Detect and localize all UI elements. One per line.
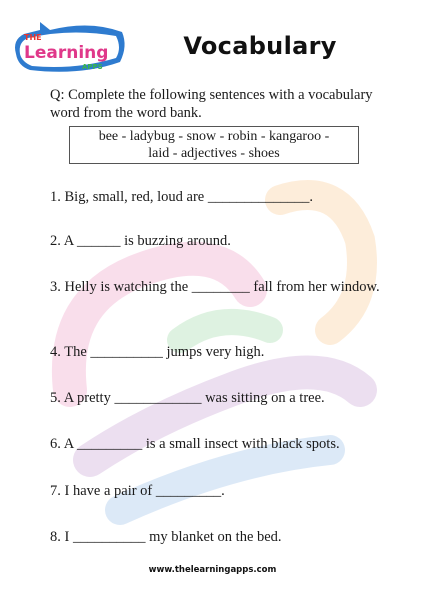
exercise-item-5: 5. A pretty ____________ was sitting on a tree. (50, 390, 325, 406)
word-bank (69, 126, 359, 164)
svg-text:THE: THE (24, 33, 42, 42)
footer-url: www.thelearningapps.com (148, 565, 277, 575)
the-learning-apps-logo (10, 18, 130, 80)
page-title: Vocabulary (183, 32, 337, 60)
exercise-item-1: 1. Big, small, red, loud are ______________. (50, 189, 313, 205)
svg-text:Learning: Learning (24, 43, 109, 63)
exercise-item-6: 6. A _________ is a small insect with black spots. (50, 436, 340, 452)
exercise-item-7: 7. I have a pair of _________. (50, 483, 225, 499)
exercise-item-3: 3. Helly is watching the ________ fall from her window. (50, 279, 380, 295)
exercise-item-8: 8. I __________ my blanket on the bed. (50, 529, 282, 545)
word-bank-line-2: laid - adjectives - shoes (148, 146, 280, 161)
exercise-item-2: 2. A ______ is buzzing around. (50, 233, 231, 249)
svg-text:APPS: APPS (82, 63, 103, 71)
question-prompt: Q: Complete the following sentences with a vocabulary word from the word bank. (50, 87, 373, 121)
word-bank-line-1: bee - ladybug - snow - robin - kangaroo - (98, 129, 330, 144)
exercise-item-4: 4. The __________ jumps very high. (50, 344, 265, 360)
